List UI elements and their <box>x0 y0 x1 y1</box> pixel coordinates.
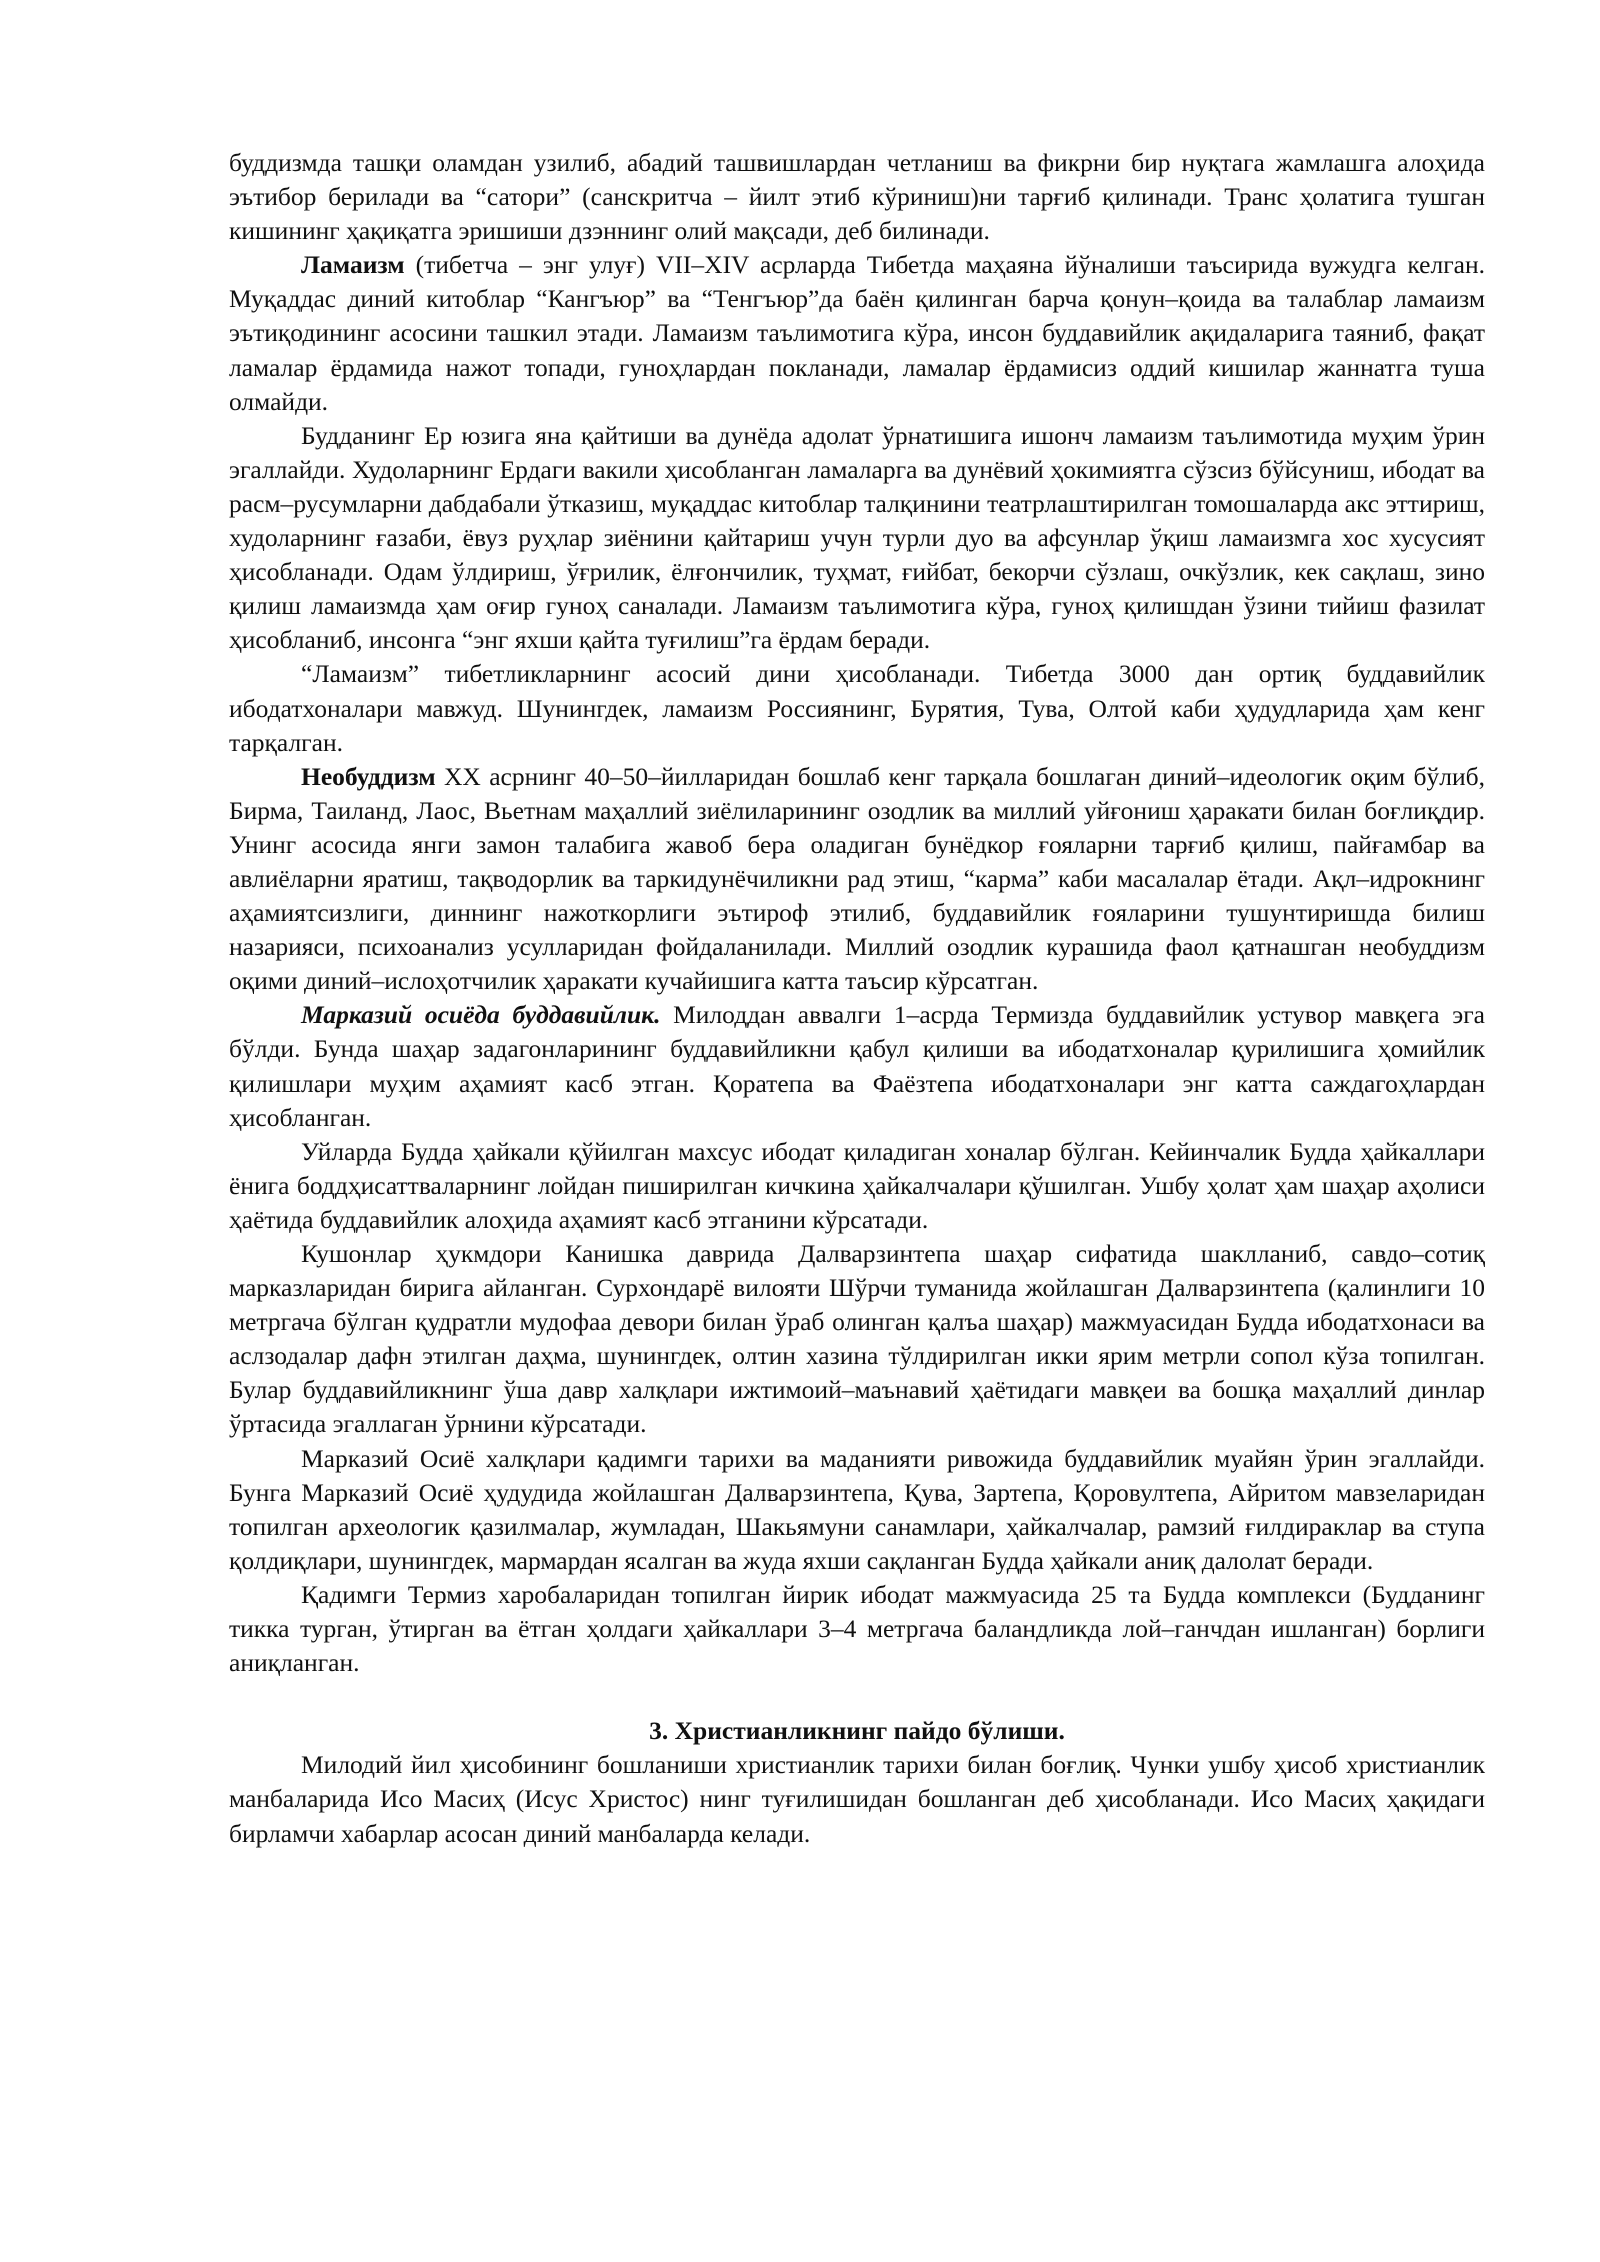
paragraph-text: (тибетча – энг улуғ) VII–XIV асрларда Тибетда маҳаяна йўналиши таъсирида вужудга келган. Муқаддас диний китоблар “Кангъюр” ва “Тенгъюр”да баён қилинган барча қонун–қоида ва талаблар ламаизм эътиқодининг асосини ташкил этади. Ламаизм таълимотига кўра, инсон буддавийлик ақидаларига таяниб, фақат ламалар ёрдамида нажот топади, гуноҳлардан покланади, ламалар ёрдамисиз оддий кишилар жаннатга туша олмайди. <box>229 250 1485 416</box>
paragraph-neobuddhism <box>229 760 1485 999</box>
paragraph-text: Кушонлар ҳукмдори Канишка даврида Далварзинтепа шаҳар сифатида шаклланиб, савдо–сотиқ марказларидан бирига айланган. Сурхондарё вилояти Шўрчи туманида жойлашган Далварзинтепа (қалинлиги 10 метргача бўлган қудратли мудофаа девори билан ўраб олинган қалъа шаҳар) мажмуасидан Будда ибодатхонаси ва аслзодалар дафн этилган даҳма, шунингдек, олтин хазина тўлдирилган икки ярим метрли сопол кўза топилган. Булар буддавийликнинг ўша давр халқлари ижтимоий–маънавий ҳаётидаги мавқеи ва бошқа маҳаллий динлар ўртасида эгаллаган ўрнини кўрсатади. <box>229 1239 1485 1439</box>
term-neobuddhism: Необуддизм <box>301 761 436 791</box>
paragraph-text: “Ламаизм” тибетликларнинг асосий дини ҳисобланади. Тибетда 3000 дан ортиқ буддавийлик ибодатхоналари мавжуд. Шунингдек, ламаизм Россиянинг, Бурятия, Тува, Олтой каби ҳудудларида ҳам кенг тарқалган. <box>229 659 1485 757</box>
paragraph-buddha-return <box>229 419 1485 658</box>
paragraph-christianity <box>229 1748 1485 1850</box>
document-page <box>229 146 1485 1851</box>
paragraph-text: Марказий Осиё халқлари қадимги тарихи ва маданияти ривожида буддавийлик муайян ўрин эгаллайди. Бунга Марказий Осиё ҳудудида жойлашган Далварзинтепа, Қува, Зартепа, Қоровултепа, Айритом мавзеларидан топилган археологик қазилмалар, жумладан, Шакьямуни санамлари, ҳайкалчалар, рамзий ғилдираклар ва ступа қолдиқлари, шунингдек, мармардан ясалган ва жуда яхши сақланган Будда ҳайкали аниқ далолат беради. <box>229 1443 1485 1575</box>
paragraph-text: Милодий йил ҳисобининг бошланиши христианлик тарихи билан боғлиқ. Чунки ушбу ҳисоб христианлик манбаларида Исо Масиҳ (Исус Христос) нинг туғилишидан бошланган деб ҳисобланади. Исо Масиҳ ҳақидаги бирламчи хабарлар асосан диний манбаларда келади. <box>229 1750 1485 1848</box>
paragraph-lamaism <box>229 248 1485 418</box>
paragraph-zen-continuation <box>229 146 1485 248</box>
paragraph-text: буддизмда ташқи оламдан узилиб, абадий ташвишлардан четланиш ва фикрни бир нуқтага жамлашга алоҳида эътибор берилади ва “сатори” (санскритча – йилт этиб кўриниш)ни тарғиб қилинади. Транс ҳолатига тушган кишининг ҳақиқатга эришиши дзэннинг олий мақсади, деб билинади. <box>229 148 1485 246</box>
paragraph-text: Қадимги Термиз харобаларидан топилган йирик ибодат мажмуасида 25 та Будда комплекси (Будданинг тикка турган, ўтирган ва ётган ҳолдаги ҳайкаллари 3–4 метргача баландликда лой–ганчдан ишланган) борлиги аниқланган. <box>229 1579 1485 1678</box>
term-lamaism: Ламаизм <box>301 250 405 280</box>
paragraph-text: Будданинг Ер юзига яна қайтиши ва дунёда адолат ўрнатишига ишонч ламаизм таълимотида муҳим ўрин эгаллайди. Худоларнинг Ердаги вакили ҳисобланган ламаларга ва дунёвий ҳокимиятга сўзсиз бўйсуниш, ибодат ва расм–русумларни дабдабали ўтказиш, муқаддас китоблар талқинини театрлаштирилган томошаларда акс эттириш, худоларнинг ғазаби, ёвуз руҳлар зиёнини қайтариш учун турли дуо ва афсунлар ўқиш ламаизмга хос хусусият ҳисобланади. Одам ўлдириш, ўғрилик, ёлғончилик, туҳмат, ғийбат, бекорчи сўзлаш, очкўзлик, кек сақлаш, зино қилиш ламаизмда ҳам оғир гуноҳ саналади. Ламаизм таълимотига кўра, гуноҳ қилишдан ўзини тийиш фазилат ҳисобланиб, инсонга “энг яхши қайта туғилиш”га ёрдам беради. <box>229 420 1485 655</box>
paragraph-text: XX асрнинг 40–50–йилларидан бошлаб кенг тарқала бошлаган диний–идеологик оқим бўлиб, Бирма, Таиланд, Лаос, Вьетнам маҳаллий зиёлиларининг озодлик ва миллий уйғониш ҳаракати билан боғлиқдир. Унинг асосида янги замон талабига жавоб бера оладиган бунёдкор ғояларни тарғиб қилиш, пайғамбар ва авлиёларни яратиш, тақводорлик ва таркидунёчиликни рад этиш, “карма” каби масалалар ётади. Ақл–идрокнинг аҳамиятсизлиги, диннинг нажоткорлиги эътироф этилиб, буддавийлик ғояларини тушунтиришда билиш назарияси, психоанализ усулларидан фойдаланилади. Миллий озодлик курашида фаол қатнашган необуддизм оқими диний–ислоҳотчилик ҳаракати кучайишига катта таъсир кўрсатган. <box>229 761 1485 996</box>
term-central-asia-buddhism: Марказий осиёда буддавийлик. <box>301 1000 661 1030</box>
paragraph-archaeology <box>229 1442 1485 1578</box>
paragraph-central-asia-buddhism <box>229 998 1485 1134</box>
paragraph-termez <box>229 1578 1485 1680</box>
paragraph-text: Милоддан аввалги 1–асрда Термизда буддавийлик устувор мавқега эга бўлди. Бунда шаҳар задагонларининг буддавийликни қабул қилиши ва ибодатхоналар қурилишига ҳомийлик қилишлари муҳим аҳамият касб этган. Қоратепа ва Фаёзтепа ибодатхоналари энг катта саждагоҳлардан ҳисобланган. <box>229 1000 1485 1132</box>
section-heading: 3. Христианликнинг пайдо бўлиши. <box>649 1716 1065 1746</box>
paragraph-lamaism-spread <box>229 657 1485 759</box>
paragraph-buddha-statues <box>229 1135 1485 1237</box>
paragraph-dalvarzintepa <box>229 1237 1485 1442</box>
paragraph-text: Уйларда Будда ҳайкали қўйилган махсус ибодат қиладиган хоналар бўлган. Кейинчалик Будда ҳайкаллари ёнига боддҳисаттваларнинг лойдан пиширилган кичкина ҳайкалчалари қўшилган. Ушбу ҳолат ҳам шаҳар аҳолиси ҳаётида буддавийлик алоҳида аҳамият касб этганини кўрсатади. <box>229 1136 1485 1234</box>
